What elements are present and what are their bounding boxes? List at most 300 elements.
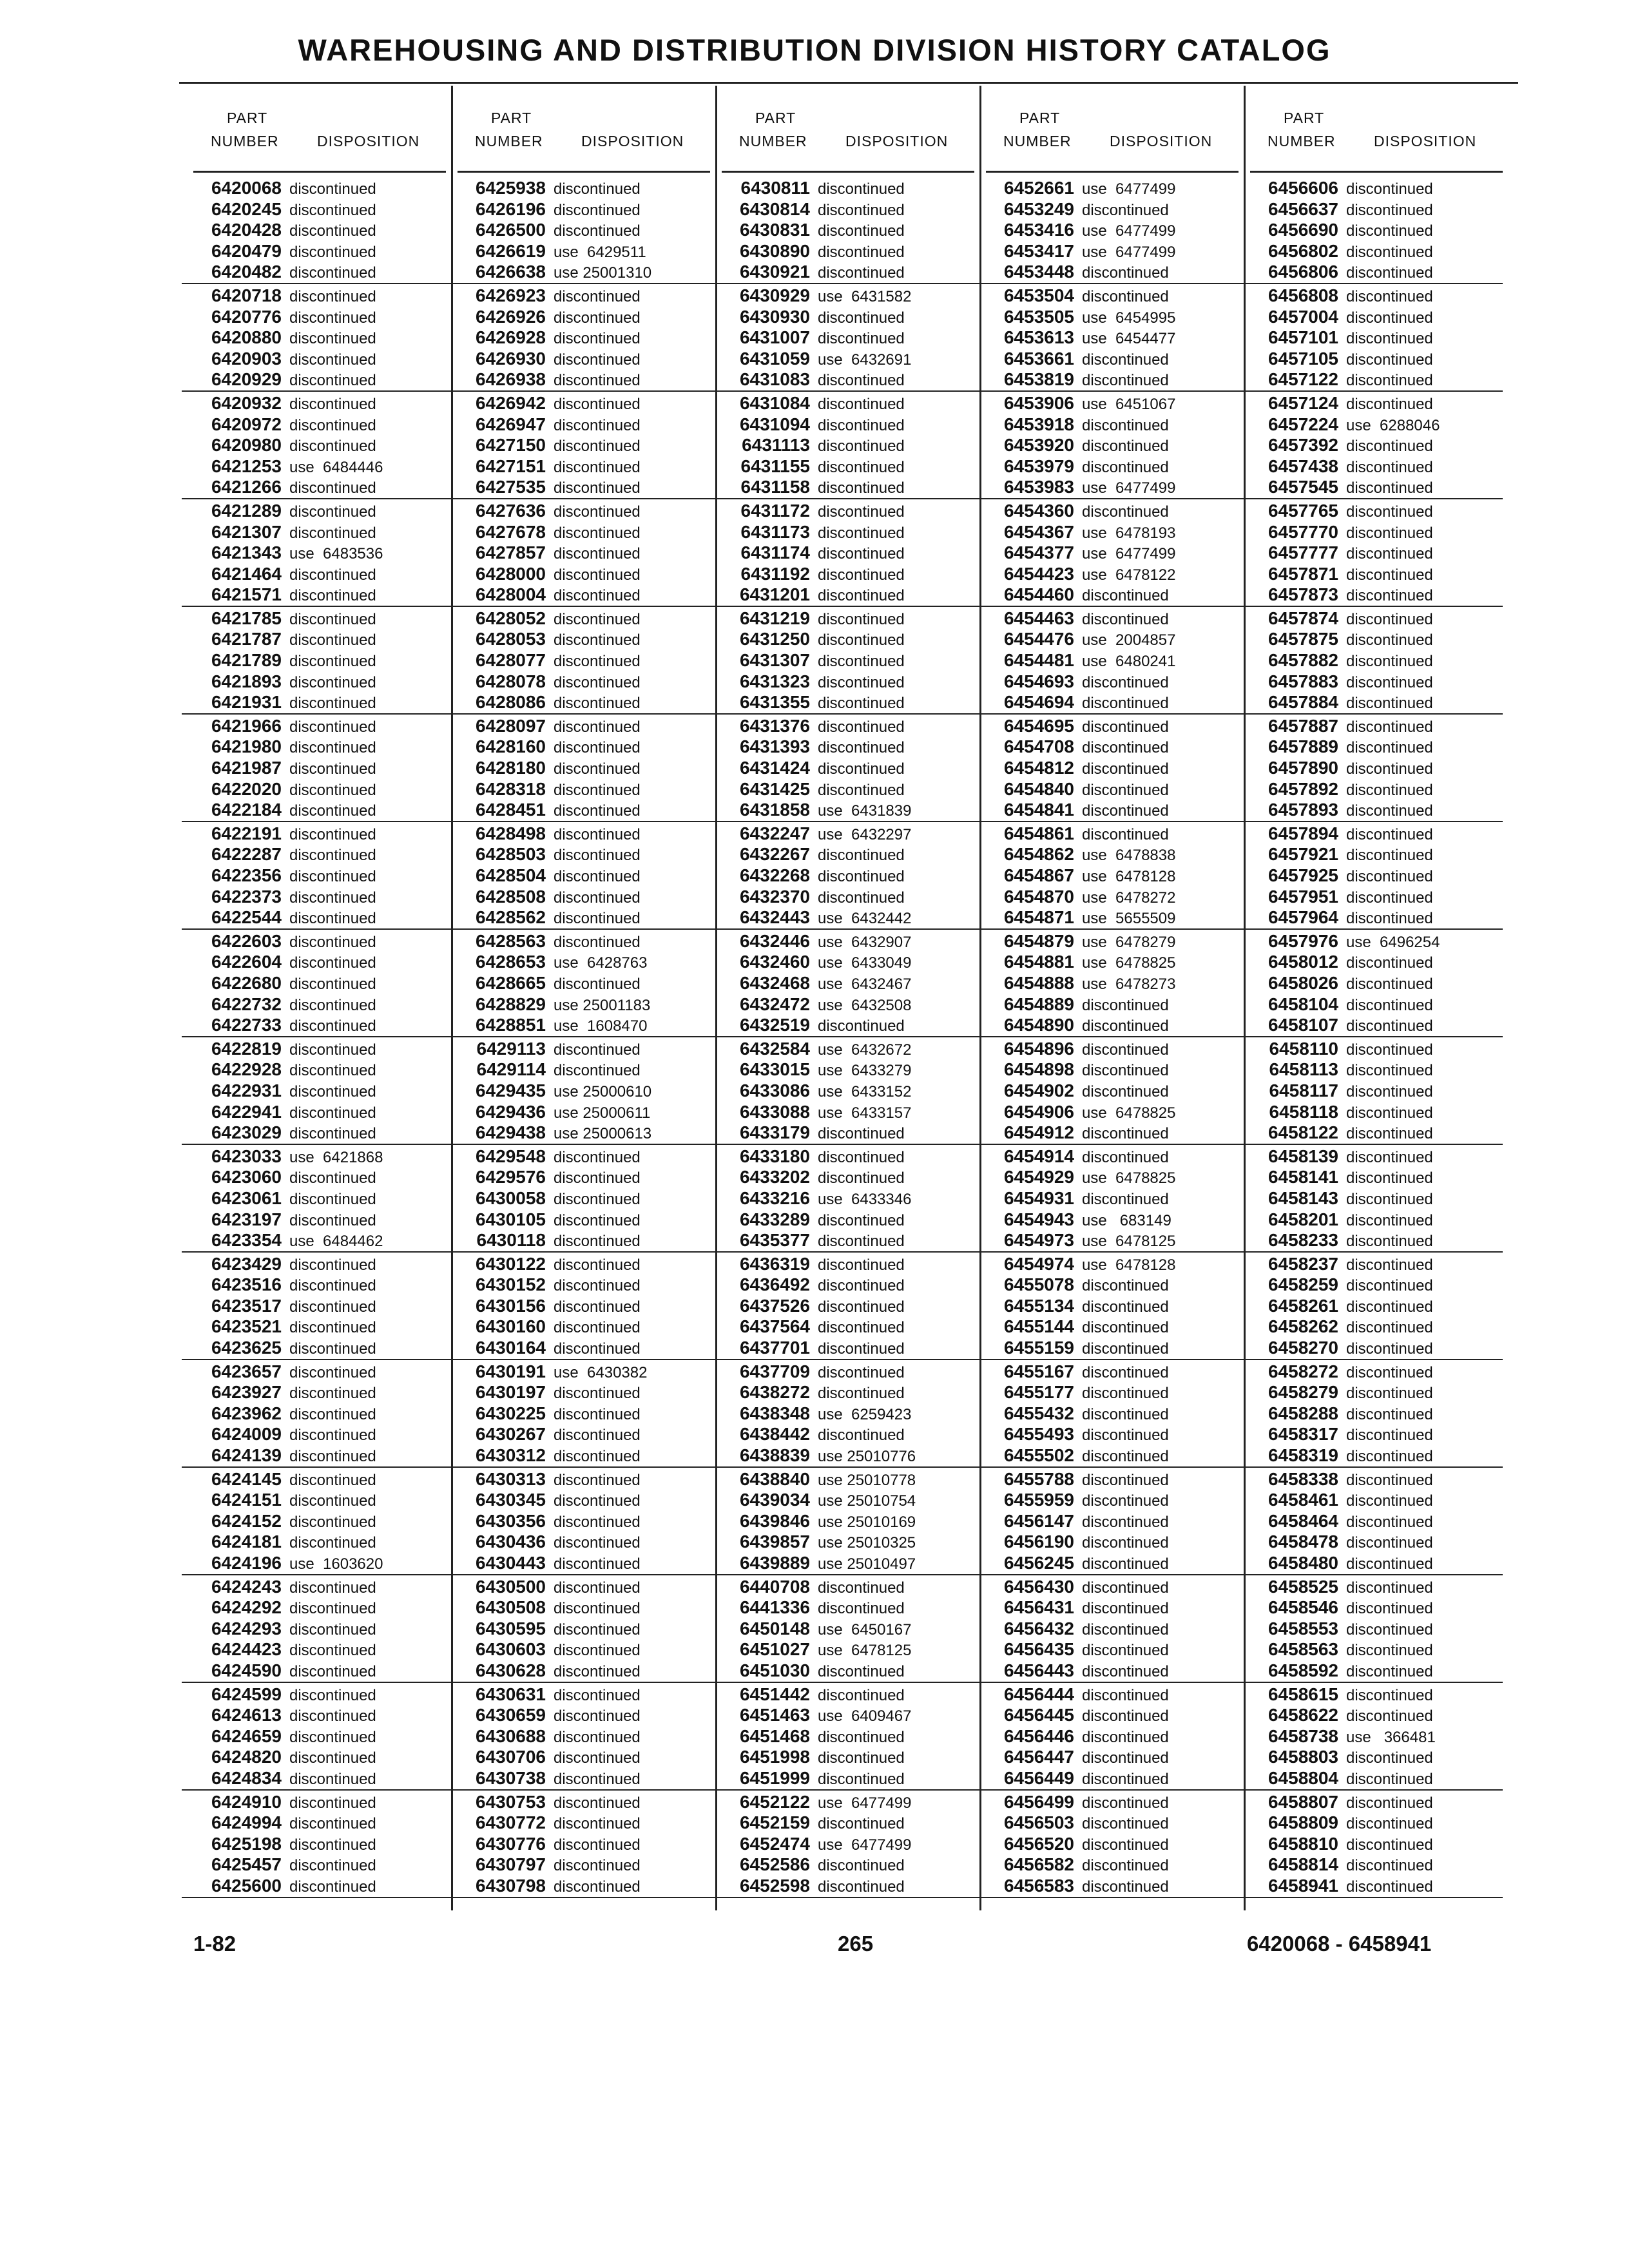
- table-row: [446, 1684, 710, 1706]
- table-row: [182, 907, 446, 928]
- part-number: 6420980: [211, 435, 282, 456]
- disposition: discontinued: [1082, 1857, 1169, 1875]
- disposition: discontinued: [1082, 1579, 1169, 1597]
- part-number: 6455788: [1003, 1468, 1074, 1489]
- table-row: [1239, 543, 1503, 564]
- table-row: [182, 779, 446, 800]
- disposition: discontinued: [1346, 868, 1433, 885]
- part-number: 6454695: [1003, 715, 1074, 736]
- disposition: discontinued: [289, 954, 376, 972]
- table-row: [710, 931, 974, 952]
- disposition: discontinued: [1346, 1190, 1433, 1208]
- table-row: [974, 1532, 1239, 1553]
- part-number: 6430058: [475, 1187, 546, 1208]
- part-number: 6421343: [211, 543, 282, 563]
- part-number: 6457392: [1268, 435, 1338, 456]
- table-row: [974, 1812, 1239, 1834]
- disposition: discontinued: [818, 524, 905, 542]
- table-row: [182, 1792, 446, 1813]
- disposition: discontinued: [289, 1319, 376, 1337]
- disposition: discontinued: [554, 437, 641, 456]
- table-row: [446, 1382, 710, 1403]
- part-number: 6420479: [211, 240, 282, 261]
- disposition: discontinued: [289, 1298, 376, 1316]
- disposition: discontinued: [289, 1017, 376, 1035]
- part-number: 6458026: [1268, 972, 1338, 993]
- column-header-part: PART: [1284, 110, 1325, 126]
- disposition: discontinued: [289, 739, 376, 757]
- column-header-part: PART: [227, 110, 268, 126]
- disposition: discontinued: [289, 524, 376, 542]
- table-row: [974, 1338, 1239, 1359]
- table-row: [446, 414, 710, 436]
- part-number: 6454902: [1003, 1080, 1074, 1100]
- disposition: discontinued: [1082, 1815, 1169, 1833]
- disposition: discontinued: [818, 587, 905, 605]
- disposition: discontinued: [1082, 1448, 1169, 1466]
- table-row: [710, 1577, 974, 1598]
- disposition: use 6432442: [818, 910, 912, 928]
- part-number: 6432519: [739, 1015, 810, 1035]
- table-row: [974, 220, 1239, 241]
- table-row: [446, 844, 710, 865]
- disposition: discontinued: [1082, 610, 1169, 628]
- part-number: 6424910: [211, 1791, 282, 1812]
- part-number: 6454870: [1003, 886, 1074, 907]
- part-number: 6431425: [739, 778, 810, 799]
- part-number: 6429576: [475, 1167, 546, 1187]
- table-row: [974, 543, 1239, 564]
- part-number: 6423060: [211, 1167, 282, 1187]
- disposition: use 6431582: [818, 287, 912, 305]
- table-row: [446, 1059, 710, 1081]
- part-number: 6454693: [1003, 671, 1074, 691]
- disposition: discontinued: [818, 1579, 905, 1597]
- disposition: discontinued: [1082, 1082, 1169, 1100]
- disposition: discontinued: [554, 1298, 641, 1316]
- disposition: discontinued: [1082, 1620, 1169, 1639]
- table-row: [710, 262, 974, 283]
- table-row: [1239, 844, 1503, 865]
- table-row: [182, 1254, 446, 1275]
- table-row: [182, 887, 446, 908]
- part-number: 6458237: [1268, 1253, 1338, 1274]
- disposition: discontinued: [289, 1620, 376, 1639]
- table-row: [446, 1230, 710, 1251]
- table-row: [710, 1102, 974, 1123]
- table-row: [974, 1660, 1239, 1682]
- entry-group: [446, 715, 710, 822]
- part-number: 6421980: [211, 736, 282, 757]
- part-number: 6430797: [475, 1854, 546, 1875]
- table-row: [182, 1876, 446, 1897]
- part-number: 6454973: [1003, 1230, 1074, 1251]
- table-row: [1239, 1597, 1503, 1619]
- table-row: [182, 1338, 446, 1359]
- table-row: [974, 1209, 1239, 1231]
- table-row: [446, 716, 710, 737]
- part-number: 6441336: [739, 1597, 810, 1618]
- part-number: 6424590: [211, 1660, 282, 1680]
- disposition: discontinued: [818, 1211, 905, 1229]
- disposition: use 6478825: [1082, 1169, 1176, 1187]
- part-number: 6456802: [1268, 240, 1338, 261]
- disposition: discontinued: [554, 975, 641, 993]
- part-number: 6422020: [211, 778, 282, 799]
- table-row: [710, 907, 974, 928]
- table-row: [710, 1081, 974, 1102]
- table-row: [182, 1553, 446, 1574]
- part-number: 6457777: [1268, 543, 1338, 563]
- table-row: [974, 1445, 1239, 1466]
- header-rule: [986, 171, 1239, 173]
- disposition: use 6432672: [818, 1041, 912, 1059]
- disposition: discontinued: [289, 503, 376, 521]
- disposition: discontinued: [1346, 1298, 1433, 1316]
- disposition: discontinued: [1082, 1190, 1169, 1208]
- column-header: [182, 90, 446, 173]
- disposition: discontinued: [289, 330, 376, 348]
- disposition: discontinued: [818, 1169, 905, 1187]
- column-header: [1239, 90, 1503, 173]
- part-number: 6430811: [740, 178, 810, 198]
- table-row: [182, 1445, 446, 1466]
- disposition: discontinued: [554, 1169, 641, 1187]
- part-number: 6458563: [1268, 1639, 1338, 1660]
- part-number: 6431173: [740, 521, 810, 542]
- entry-group: [1239, 1145, 1503, 1253]
- disposition: use 6478125: [1082, 1233, 1176, 1251]
- table-row: [974, 199, 1239, 220]
- disposition: discontinued: [1082, 1749, 1169, 1767]
- part-number: 6433202: [739, 1167, 810, 1187]
- disposition: discontinued: [1346, 1256, 1433, 1274]
- disposition: discontinued: [1346, 1513, 1433, 1531]
- entry-group: [446, 499, 710, 607]
- disposition: discontinued: [554, 395, 641, 413]
- disposition: discontinued: [818, 653, 905, 671]
- disposition: discontinued: [818, 1148, 905, 1166]
- table-row: [710, 1511, 974, 1532]
- part-number: 6422287: [211, 844, 282, 865]
- table-row: [446, 1361, 710, 1383]
- part-number: 6457889: [1268, 736, 1338, 757]
- entry-group: [446, 1575, 710, 1683]
- disposition: discontinued: [289, 1815, 376, 1833]
- disposition: discontinued: [1082, 1041, 1169, 1059]
- disposition: discontinued: [554, 889, 641, 907]
- disposition: discontinued: [554, 372, 641, 390]
- catalog-column-2: [446, 90, 710, 1894]
- table-row: [974, 671, 1239, 693]
- table-row: [710, 1812, 974, 1834]
- table-row: [446, 1015, 710, 1036]
- disposition: use 6478125: [818, 1642, 912, 1660]
- table-row: [710, 414, 974, 436]
- part-number: 6429436: [475, 1101, 546, 1122]
- table-row: [710, 435, 974, 456]
- table-row: [182, 456, 446, 477]
- disposition: discontinued: [289, 673, 376, 691]
- disposition: discontinued: [1346, 1534, 1433, 1552]
- disposition: use 6478272: [1082, 889, 1176, 907]
- part-number: 6420929: [211, 369, 282, 390]
- table-row: [974, 456, 1239, 477]
- disposition: use 6432907: [818, 933, 912, 951]
- table-row: [710, 1424, 974, 1445]
- part-number: 6430345: [475, 1490, 546, 1510]
- table-row: [182, 1834, 446, 1855]
- part-number: 6427535: [475, 477, 546, 497]
- part-number: 6425600: [211, 1875, 282, 1896]
- part-number: 6424599: [211, 1684, 282, 1704]
- table-row: [182, 543, 446, 564]
- part-number: 6428180: [475, 758, 546, 778]
- disposition: discontinued: [289, 1513, 376, 1531]
- entry-groups: [446, 177, 710, 1898]
- table-row: [974, 973, 1239, 994]
- table-row: [182, 1511, 446, 1532]
- part-number: 6454460: [1003, 584, 1074, 605]
- disposition: discontinued: [289, 910, 376, 928]
- disposition: discontinued: [289, 718, 376, 736]
- part-number: 6433086: [739, 1080, 810, 1100]
- table-row: [1239, 1553, 1503, 1574]
- disposition: discontinued: [1346, 1492, 1433, 1510]
- disposition: discontinued: [289, 1340, 376, 1358]
- disposition: discontinued: [1346, 1319, 1433, 1337]
- part-number: 6458104: [1268, 994, 1338, 1014]
- part-number: 6420245: [211, 198, 282, 219]
- part-number: 6426942: [475, 392, 546, 413]
- entry-group: [710, 1360, 974, 1468]
- table-row: [974, 629, 1239, 650]
- part-number: 6428097: [475, 715, 546, 736]
- disposition: discontinued: [289, 395, 376, 413]
- table-row: [182, 1188, 446, 1209]
- part-number: 6422931: [211, 1080, 282, 1100]
- part-number: 6432247: [739, 823, 810, 843]
- table-row: [182, 823, 446, 845]
- part-number: 6430595: [475, 1618, 546, 1639]
- part-number: 6429438: [475, 1122, 546, 1143]
- disposition: use 6430382: [554, 1363, 648, 1381]
- table-row: [710, 844, 974, 865]
- disposition: discontinued: [1346, 1857, 1433, 1875]
- part-number: 6428508: [475, 886, 546, 907]
- table-row: [446, 1274, 710, 1296]
- table-row: [1239, 1316, 1503, 1338]
- entry-group: [1239, 392, 1503, 499]
- disposition: use 6496254: [1346, 933, 1440, 951]
- table-row: [446, 1577, 710, 1598]
- part-number: 6421931: [211, 692, 282, 713]
- table-row: [710, 1469, 974, 1490]
- table-row: [1239, 1747, 1503, 1768]
- table-row: [446, 1146, 710, 1168]
- table-row: [182, 199, 446, 220]
- disposition: discontinued: [1082, 201, 1169, 219]
- part-number: 6458319: [1268, 1445, 1338, 1466]
- part-number: 6454694: [1003, 692, 1074, 713]
- part-number: 6420932: [211, 392, 282, 413]
- part-number: 6458143: [1268, 1187, 1338, 1208]
- table-row: [446, 349, 710, 370]
- part-number: 6454423: [1003, 563, 1074, 584]
- column-header-part: PART: [491, 110, 532, 126]
- part-number: 6431174: [740, 543, 810, 563]
- disposition: discontinued: [289, 309, 376, 327]
- disposition: discontinued: [1082, 437, 1169, 456]
- disposition: discontinued: [554, 802, 641, 820]
- part-number: 6422732: [211, 994, 282, 1014]
- part-number: 6420972: [211, 414, 282, 434]
- part-number: 6453906: [1003, 392, 1074, 413]
- part-number: 6457892: [1268, 778, 1338, 799]
- disposition: discontinued: [1346, 739, 1433, 757]
- disposition: discontinued: [1346, 847, 1433, 865]
- entry-group: [1239, 607, 1503, 715]
- part-number: 6428000: [475, 563, 546, 584]
- entry-group: [182, 1253, 446, 1360]
- disposition: discontinued: [818, 631, 905, 649]
- entry-group: [710, 177, 974, 284]
- part-number: 6455959: [1003, 1490, 1074, 1510]
- disposition: discontinued: [289, 1836, 376, 1854]
- disposition: discontinued: [1346, 653, 1433, 671]
- part-number: 6455159: [1003, 1338, 1074, 1358]
- disposition: use 5655509: [1082, 910, 1176, 928]
- disposition: use 6478128: [1082, 868, 1176, 885]
- table-row: [710, 671, 974, 693]
- disposition: discontinued: [1346, 802, 1433, 820]
- table-row: [974, 1296, 1239, 1317]
- part-number: 6458139: [1268, 1146, 1338, 1166]
- table-row: [710, 736, 974, 758]
- disposition: discontinued: [1346, 1579, 1433, 1597]
- entry-group: [182, 1468, 446, 1575]
- table-row: [1239, 1445, 1503, 1466]
- disposition: discontinued: [1082, 1707, 1169, 1725]
- table-row: [974, 907, 1239, 928]
- table-row: [446, 285, 710, 307]
- part-number: 6453249: [1003, 198, 1074, 219]
- table-row: [182, 1812, 446, 1834]
- disposition: discontinued: [554, 739, 641, 757]
- part-number: 6453417: [1003, 240, 1074, 261]
- disposition: use 6478825: [1082, 1104, 1176, 1122]
- part-number: 6422733: [211, 1015, 282, 1035]
- table-row: [710, 608, 974, 629]
- part-number: 6451998: [739, 1747, 810, 1767]
- part-number: 6430659: [475, 1705, 546, 1725]
- disposition: discontinued: [289, 802, 376, 820]
- disposition: discontinued: [1082, 1385, 1169, 1403]
- part-number: 6439889: [739, 1553, 810, 1573]
- table-row: [182, 1274, 446, 1296]
- column-header-number: NUMBER: [1003, 133, 1072, 149]
- disposition: discontinued: [554, 309, 641, 327]
- part-number: 6422680: [211, 972, 282, 993]
- part-number: 6456806: [1268, 262, 1338, 282]
- column-header-disposition: DISPOSITION: [317, 133, 420, 149]
- entry-group: [710, 1253, 974, 1360]
- part-number: 6422941: [211, 1101, 282, 1122]
- part-number: 6458270: [1268, 1338, 1338, 1358]
- part-number: 6422184: [211, 800, 282, 820]
- table-row: [1239, 1424, 1503, 1445]
- part-number: 6455177: [1003, 1382, 1074, 1403]
- part-number: 6433179: [739, 1122, 810, 1143]
- disposition: discontinued: [1082, 1642, 1169, 1660]
- disposition: discontinued: [1346, 1211, 1433, 1229]
- table-row: [710, 1747, 974, 1768]
- entry-group: [446, 1791, 710, 1898]
- table-row: [974, 1382, 1239, 1403]
- table-row: [1239, 241, 1503, 262]
- table-row: [182, 349, 446, 370]
- entry-group: [446, 607, 710, 715]
- disposition: discontinued: [554, 1600, 641, 1618]
- table-row: [710, 584, 974, 606]
- disposition: discontinued: [289, 1749, 376, 1767]
- disposition: discontinued: [1346, 825, 1433, 843]
- table-row: [1239, 456, 1503, 477]
- part-number: 6454974: [1003, 1253, 1074, 1274]
- disposition: use 6477499: [1082, 180, 1176, 198]
- part-number: 6431219: [739, 608, 810, 628]
- table-row: [974, 1167, 1239, 1188]
- part-number: 6437709: [739, 1361, 810, 1381]
- part-number: 6451027: [739, 1639, 810, 1660]
- part-number: 6430508: [475, 1597, 546, 1618]
- entry-group: [710, 392, 974, 499]
- part-number: 6424834: [211, 1767, 282, 1788]
- header-rule: [1250, 171, 1503, 173]
- part-number: 6457976: [1268, 930, 1338, 951]
- entry-group: [974, 392, 1239, 499]
- table-row: [1239, 414, 1503, 436]
- table-row: [710, 1597, 974, 1619]
- header-rule: [458, 171, 710, 173]
- part-number: 6421464: [211, 563, 282, 584]
- disposition: discontinued: [1346, 610, 1433, 628]
- disposition: discontinued: [289, 825, 376, 843]
- table-row: [446, 1209, 710, 1231]
- part-number: 6454861: [1003, 823, 1074, 843]
- disposition: discontinued: [289, 695, 376, 713]
- table-row: [182, 1726, 446, 1747]
- table-row: [446, 220, 710, 241]
- part-number: 6426926: [475, 306, 546, 327]
- part-number: 6453504: [1003, 285, 1074, 305]
- table-row: [446, 1792, 710, 1813]
- part-number: 6427150: [475, 435, 546, 456]
- disposition: discontinued: [818, 1857, 905, 1875]
- table-row: [446, 758, 710, 779]
- part-number: 6457770: [1268, 521, 1338, 542]
- part-number: 6430631: [475, 1684, 546, 1704]
- disposition: discontinued: [289, 1363, 376, 1381]
- part-number: 6438839: [739, 1445, 810, 1466]
- part-number: 6453505: [1003, 306, 1074, 327]
- disposition: discontinued: [289, 1492, 376, 1510]
- part-number: 6457925: [1268, 865, 1338, 885]
- disposition: use 6454477: [1082, 330, 1176, 348]
- entry-group: [446, 822, 710, 930]
- table-row: [1239, 650, 1503, 671]
- disposition: discontinued: [1082, 1492, 1169, 1510]
